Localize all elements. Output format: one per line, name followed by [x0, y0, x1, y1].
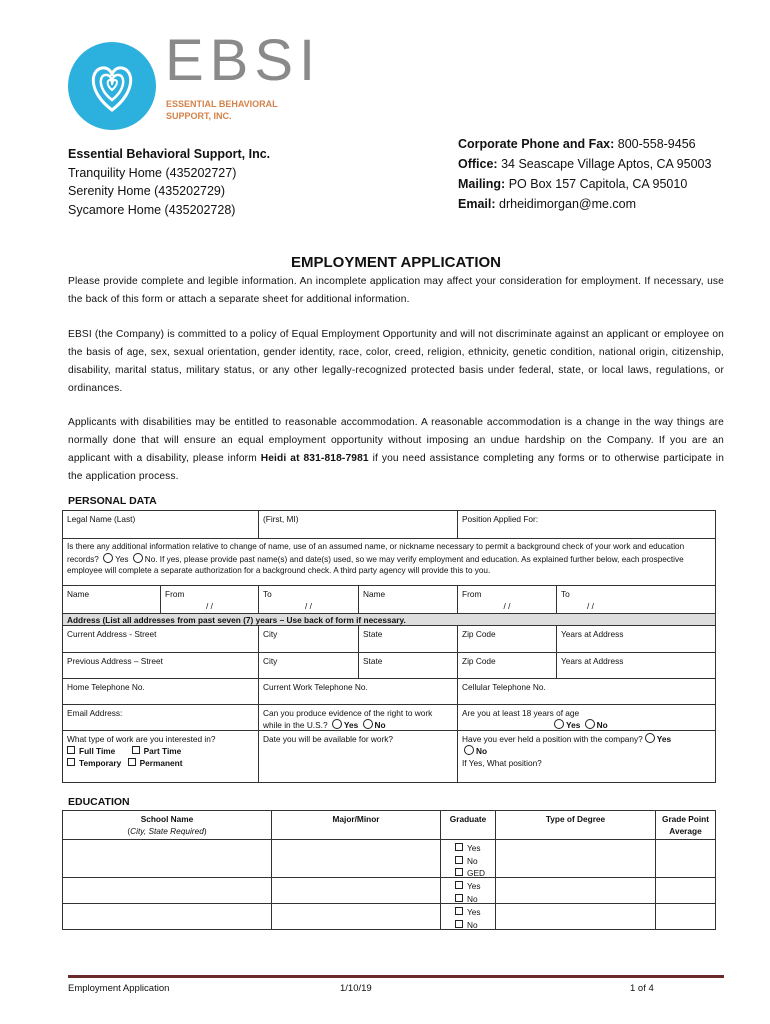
previous-street-field[interactable]: Previous Address – Street — [62, 652, 259, 679]
graduate-header: Graduate — [440, 810, 496, 840]
footer-divider — [68, 975, 724, 978]
degree-field[interactable] — [495, 877, 656, 904]
held-position-question: Have you ever held a position with the company? Yes No If Yes, What position? — [457, 730, 716, 783]
held-no-radio[interactable] — [464, 745, 474, 755]
current-state-field[interactable]: State — [358, 625, 458, 653]
mailing-address: PO Box 157 Capitola, CA 95010 — [508, 177, 688, 191]
full-time-checkbox[interactable] — [67, 746, 75, 754]
footer-date: 1/10/19 — [340, 983, 372, 994]
previous-state-field[interactable]: State — [358, 652, 458, 679]
other-names-question: Is there any additional information relative to change of name, use of an assumed name, or nickname necessary to permit a background check of your work and education records? Yes No. If yes, please provide past name(s) and date(s) used, so we may verify employment and education. As explained further below, each prospective employee will complete a separate authorization for a background check. A third party agency will provide this to you. — [62, 538, 716, 586]
major-field[interactable] — [271, 877, 441, 904]
previous-city-field[interactable]: City — [258, 652, 359, 679]
home-line: Serenity Home (435202729) — [68, 184, 226, 198]
gpa-field[interactable] — [655, 877, 716, 904]
current-city-field[interactable]: City — [258, 625, 359, 653]
degree-field[interactable] — [495, 839, 656, 878]
page-title: EMPLOYMENT APPLICATION — [291, 254, 501, 271]
email: drheidimorgan@me.com — [499, 197, 637, 211]
school-name-field[interactable] — [62, 903, 272, 930]
org-name: Essential Behavioral Support, Inc. — [68, 147, 271, 161]
school-name-field[interactable] — [62, 839, 272, 878]
work-phone-field[interactable]: Current Work Telephone No. — [258, 678, 458, 705]
graduate-options: Yes No — [440, 877, 496, 904]
contact-info: Corporate Phone and Fax: 800-558-9456 Office: 34 Seascape Village Aptos, CA 95003 Mailing: PO Box 157 Capitola, CA 95010 Email: drheidimorgan@me.com — [458, 137, 712, 211]
current-zip-field[interactable]: Zip Code — [457, 625, 557, 653]
current-years-field[interactable]: Years at Address — [556, 625, 716, 653]
age-question: Are you at least 18 years of age Yes No — [457, 704, 716, 731]
prior-from-field[interactable]: From / / — [160, 585, 259, 614]
logo-wordmark: EBSI — [165, 28, 322, 93]
email-field[interactable]: Email Address: — [62, 704, 259, 731]
cell-phone-field[interactable]: Cellular Telephone No. — [457, 678, 716, 705]
no-radio[interactable] — [133, 553, 143, 563]
address-header: Address (List all addresses from past seven (7) years – Use back of form if necessary. — [62, 613, 716, 626]
logo-heart-icon — [68, 42, 156, 130]
current-street-field[interactable]: Current Address - Street — [62, 625, 259, 653]
personal-data-heading: PERSONAL DATA — [68, 495, 157, 507]
availability-field[interactable]: Date you will be available for work? — [258, 730, 458, 783]
grad-ged-checkbox[interactable] — [455, 868, 463, 876]
temporary-checkbox[interactable] — [67, 758, 75, 766]
grad-no-checkbox[interactable] — [455, 894, 463, 902]
organization-info — [68, 145, 270, 219]
home-line: Tranquility Home (435202727) — [68, 165, 237, 180]
major-field[interactable] — [271, 903, 441, 930]
previous-zip-field[interactable]: Zip Code — [457, 652, 557, 679]
school-name-header: School Name (City, State Required) — [62, 810, 272, 840]
gpa-field[interactable] — [655, 839, 716, 878]
work-right-no-radio[interactable] — [363, 719, 373, 729]
gpa-header: Grade Point Average — [655, 810, 716, 840]
education-heading: EDUCATION — [68, 796, 130, 808]
gpa-field[interactable] — [655, 903, 716, 930]
home-phone-field[interactable]: Home Telephone No. — [62, 678, 259, 705]
grad-no-checkbox[interactable] — [455, 920, 463, 928]
first-mi-field[interactable]: (First, MI) — [258, 510, 458, 539]
legal-name-field[interactable]: Legal Name (Last) — [62, 510, 259, 539]
work-right-question: Can you produce evidence of the right to work while in the U.S.? Yes No — [258, 704, 458, 731]
major-header: Major/Minor — [271, 810, 441, 840]
age-yes-radio[interactable] — [554, 719, 564, 729]
age-no-radio[interactable] — [585, 719, 595, 729]
part-time-checkbox[interactable] — [132, 746, 140, 754]
school-name-field[interactable] — [62, 877, 272, 904]
degree-field[interactable] — [495, 903, 656, 930]
grad-yes-checkbox[interactable] — [455, 881, 463, 889]
work-type-question: What type of work are you interested in? Full Time Part Time Temporary Permanent — [62, 730, 259, 783]
prior-name-field-2[interactable]: Name — [358, 585, 458, 614]
position-field[interactable]: Position Applied For: — [457, 510, 716, 539]
prior-to-field[interactable]: To / / — [258, 585, 359, 614]
grad-yes-checkbox[interactable] — [455, 907, 463, 915]
intro-paragraph: Please provide complete and legible information. An incomplete application may affect your consideration for employment. If necessary, use the back of this form or attach a separate sheet for additional information. — [68, 276, 724, 305]
prior-name-field[interactable]: Name — [62, 585, 161, 614]
previous-years-field[interactable]: Years at Address — [556, 652, 716, 679]
permanent-checkbox[interactable] — [128, 758, 136, 766]
footer-page: 1 of 4 — [630, 983, 654, 994]
graduate-options: Yes No — [440, 903, 496, 930]
major-field[interactable] — [271, 839, 441, 878]
eeo-paragraph: EBSI (the Company) is committed to a policy of Equal Employment Opportunity and will not discriminate against an applicant or employee on the basis of age, sex, sexual orientation, gender identity, race, color, creed, religion, ethnicity, genetic condition, national origin, citizenship, disability, marital status, military status, or any other legally-recognized protected basis under federal, state, or local laws, regulations, or ordinances. — [68, 329, 724, 394]
office-address: 34 Seascape Village Aptos, CA 95003 — [501, 157, 712, 171]
grad-yes-checkbox[interactable] — [455, 843, 463, 851]
work-right-yes-radio[interactable] — [332, 719, 342, 729]
phone: 800-558-9456 — [617, 137, 696, 151]
prior-to-field-2[interactable]: To / / — [556, 585, 716, 614]
degree-header: Type of Degree — [495, 810, 656, 840]
home-line: Sycamore Home (435202728) — [68, 202, 236, 217]
yes-radio[interactable] — [103, 553, 113, 563]
held-yes-radio[interactable] — [645, 733, 655, 743]
footer-title: Employment Application — [68, 983, 170, 994]
accommodation-paragraph: Applicants with disabilities may be entitled to reasonable accommodation. A reasonable accommodation is a change in the way things are normally done that will ensure an equal employment opportunity without imposing an undue hardship on the Company. If you are an applicant with a disability, please inform Heidi at 831-818-7981 if you need assistance completing any forms or to otherwise participate in the application process. — [68, 417, 725, 482]
prior-from-field-2[interactable]: From / / — [457, 585, 557, 614]
logo-subtitle: ESSENTIAL BEHAVIORAL SUPPORT, INC. — [166, 99, 278, 121]
fingerprint-heart-icon — [68, 42, 156, 130]
graduate-options: Yes No GED — [440, 839, 496, 878]
grad-no-checkbox[interactable] — [455, 856, 463, 864]
